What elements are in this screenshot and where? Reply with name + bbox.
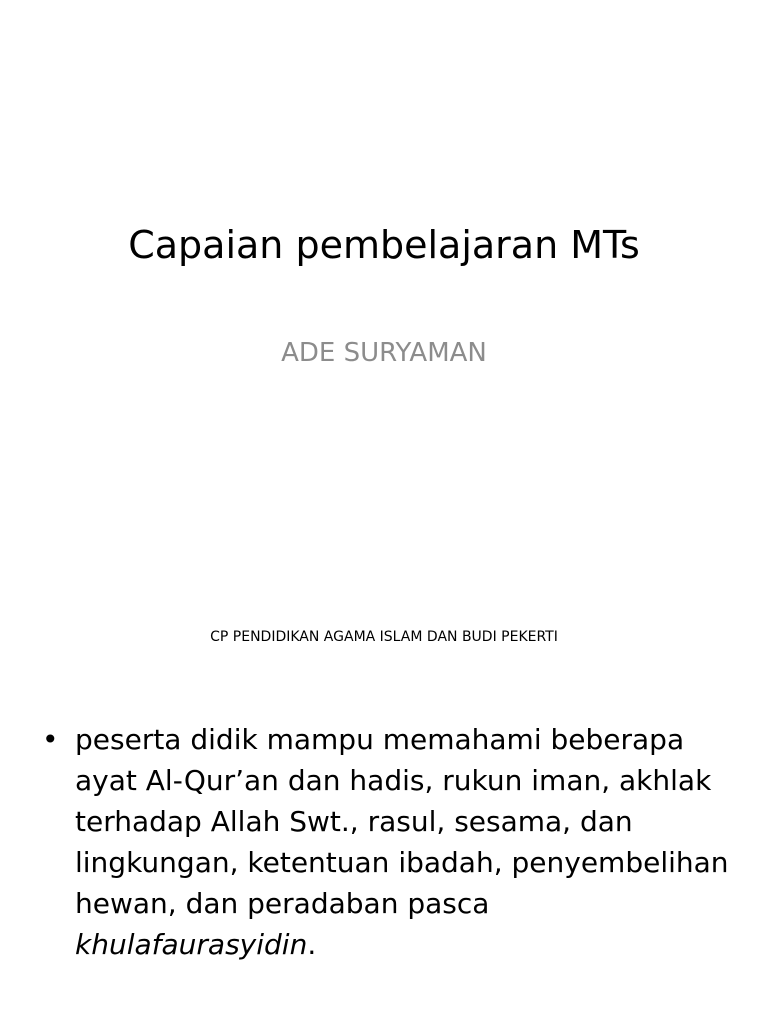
bullet-emphasis: khulafaurasyidin — [75, 928, 308, 961]
slide-title: Capaian pembelajaran MTs — [128, 223, 640, 267]
bullet-line: lingkungan, ketentuan ibadah, penyembelihan — [75, 846, 729, 879]
slide-heading: CP PENDIDIKAN AGAMA ISLAM DAN BUDI PEKERTI — [210, 629, 558, 645]
slide-subtitle: ADE SURYAMAN — [281, 338, 487, 368]
bullet-icon: • — [42, 723, 59, 756]
bullet-list — [42, 719, 742, 965]
bullet-last-line — [75, 924, 742, 965]
bullet-item — [42, 719, 742, 965]
bullet-line: peserta didik mampu memahami beberapa — [75, 723, 685, 756]
bullet-line: ayat Al-Qur’an dan hadis, rukun iman, akhlak — [75, 764, 712, 797]
bullet-line: terhadap Allah Swt., rasul, sesama, dan — [75, 805, 633, 838]
bullet-line: hewan, dan peradaban pasca — [75, 887, 490, 920]
bullet-end: . — [307, 928, 317, 961]
content-slide — [0, 576, 768, 1024]
